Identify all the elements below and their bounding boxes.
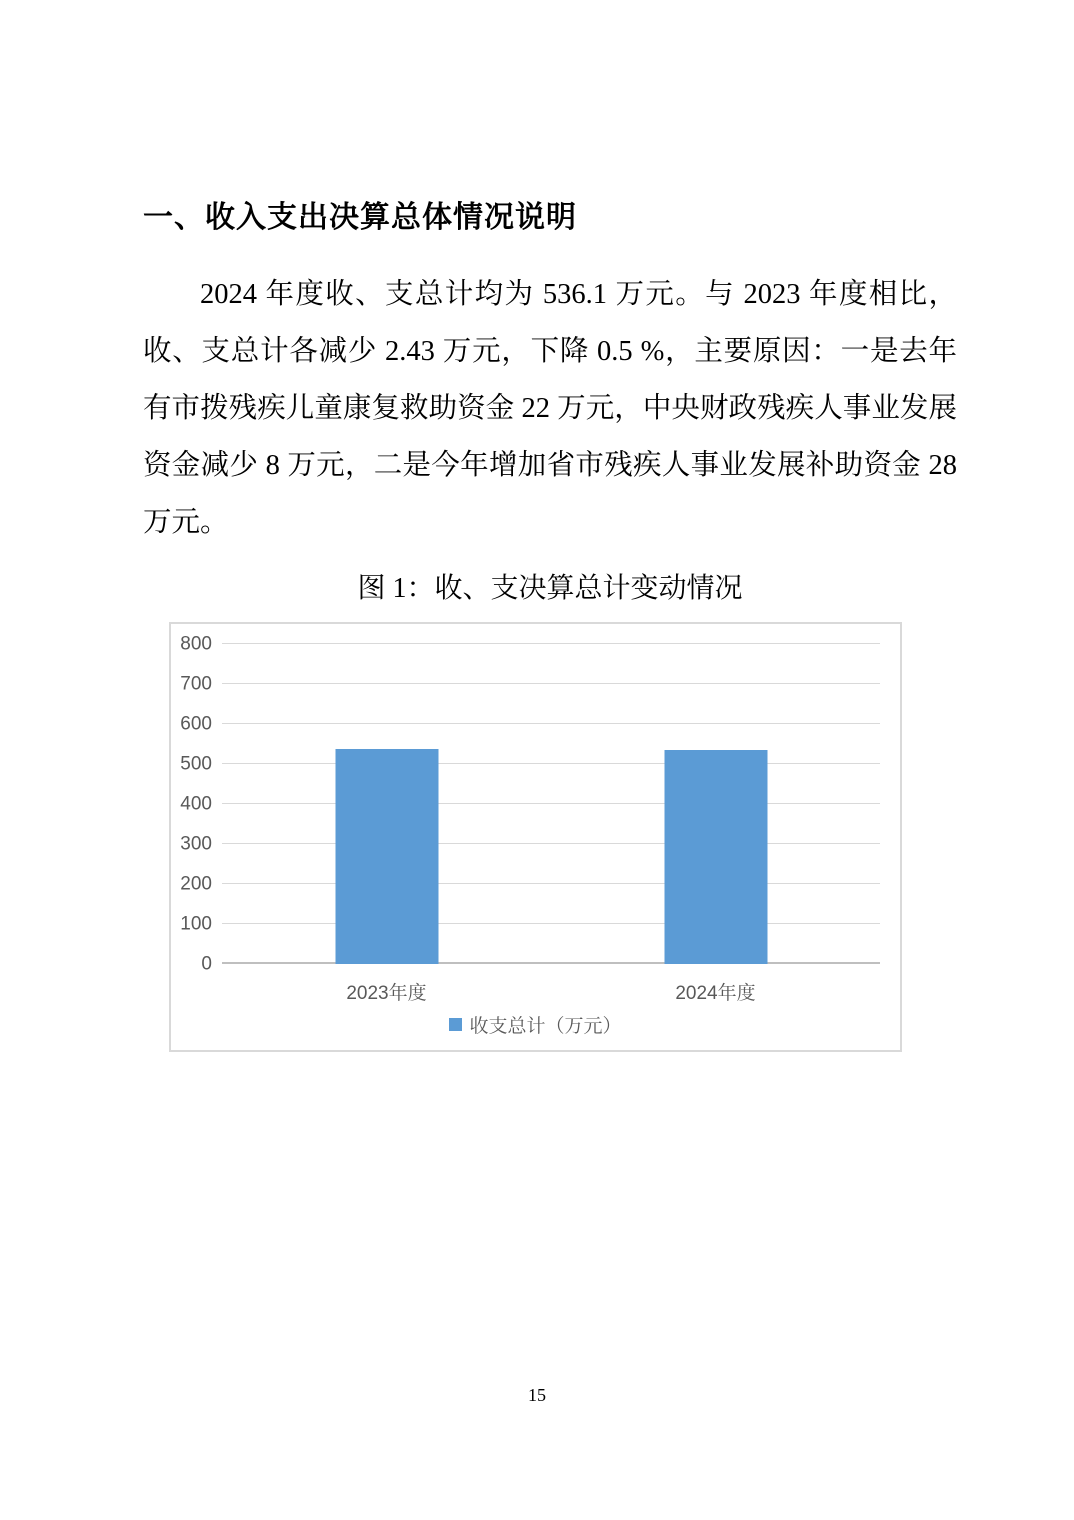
y-tick-label: 800 <box>180 633 212 655</box>
legend-label: 收支总计（万元） <box>469 1016 622 1037</box>
y-tick-label: 700 <box>180 673 212 695</box>
figure-chart <box>169 622 902 1052</box>
y-tick-label: 300 <box>180 833 212 855</box>
figure-caption: 图 1：收、支决算总计变动情况 <box>357 573 743 604</box>
legend-swatch-icon <box>449 1018 462 1031</box>
y-tick-label: 400 <box>180 793 212 815</box>
y-tick-label: 600 <box>180 713 212 735</box>
y-tick-label: 100 <box>180 913 212 935</box>
y-tick-label: 200 <box>180 873 212 895</box>
body-paragraph: 2024 年度收、支总计均为 536.1 万元。与 2023 年度相比，收、支总计各减少 2.43 万元，下降 0.5 %，主要原因：一是去年有市拨残疾儿童康复救助资金 22 万元，中央财政残疾人事业发展资金减少 8 万元，二是今年增加省市残疾人事业发展补助资金 28 万元。 <box>143 279 957 538</box>
chart-legend <box>171 1011 900 1038</box>
plot-area <box>180 633 880 1004</box>
bar-2024年度 <box>664 750 767 964</box>
page-number: 15 <box>528 1385 546 1405</box>
y-tick-label: 0 <box>201 953 212 975</box>
category-slot <box>222 644 551 1004</box>
bar-2023年度 <box>335 749 438 964</box>
y-tick-label: 500 <box>180 753 212 775</box>
x-tick-label: 2024年度 <box>675 983 756 1004</box>
section-heading: 一、收入支出决算总体情况说明 <box>143 201 577 234</box>
x-tick-label: 2023年度 <box>346 983 427 1004</box>
category-slot <box>551 644 880 1004</box>
